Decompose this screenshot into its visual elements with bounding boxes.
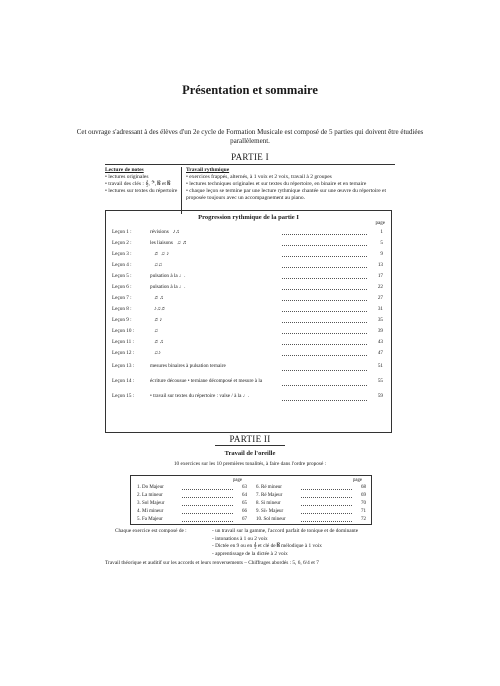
lesson-row [112,337,387,348]
lesson-page: 13 [377,262,383,268]
lesson-row [112,359,387,374]
lesson-row [112,374,387,389]
lesson-description: pulsation à la ♩. [150,273,186,279]
lesson-page: 22 [377,284,383,290]
tonalities-box [130,475,372,525]
lesson-row [112,271,387,282]
notes-reading-heading: Lecture de notes [105,167,144,173]
exercise-composition [115,528,415,558]
rhythm-notation-icon: ♪♫ [172,229,180,235]
tonality-page: 72 [361,517,366,522]
lesson-page: 5 [380,240,383,246]
lesson-page: 27 [377,295,383,301]
lesson-row [112,238,387,249]
lesson-row [112,282,387,293]
lesson-label: Leçon 6 : [112,284,132,290]
tonality-row [256,484,366,492]
tonality-name: Sol Majeur [142,501,165,506]
leader-dots [282,385,367,386]
part1-heading: PARTIE I [231,152,269,162]
lesson-row [112,227,387,238]
lesson-label: Leçon 5 : [112,273,132,279]
leader-dots [282,289,367,290]
tonality-name: Sol mineur [263,517,286,522]
lesson-list [112,227,387,404]
tonality-number: 4. [137,509,142,514]
lesson-description: les liaisons [150,240,173,246]
part1-rule [105,164,395,165]
tonality-row [256,516,366,524]
tonality-number: 7. [256,493,261,498]
leader-dots [301,521,352,522]
tonality-row [256,492,366,500]
tonality-name: Mi mineur [142,509,164,514]
leader-dots [282,355,367,356]
leader-dots [282,300,367,301]
leader-dots [282,278,367,279]
tonality-number: 8. [256,501,261,506]
tonality-row [137,516,247,524]
lesson-label: Leçon 12 : [112,350,135,356]
rhythm-work-item: • exercices frappés, alternés, à 1 voix et 2 voix, travail à 2 groupes [186,174,332,180]
tonality-page: 71 [361,509,366,514]
column-divider [181,167,182,214]
leader-dots [282,400,367,401]
part2-heading: PARTIE II [229,434,271,444]
lesson-label: Leçon 14 : [112,378,135,384]
page-title: Présentation et sommaire [182,83,318,97]
leader-dots [282,245,367,246]
lesson-page: 51 [377,363,383,369]
lesson-label: Leçon 15 : [112,393,135,399]
tonality-row [256,500,366,508]
rhythm-notation-icon: ♬♫ [154,339,164,345]
tonality-page: 63 [242,485,247,490]
page-column-header: page [375,221,385,226]
rhythm-work-item: • chaque leçon se termine par une lecture rythmique chantée sur une œuvre du répertoire et proposée toujours avec un accompagnement au piano. [186,188,386,201]
lesson-page: 1 [380,229,383,235]
rhythm-notation-icon: ♫ ♬ [176,240,188,246]
lesson-row [112,326,387,337]
lesson-description: pulsation à la ♩. [150,284,186,290]
exercise-item: - apprentissage de la dictée à 2 voix [212,550,288,557]
tonality-number: 2. [137,493,142,498]
page-column-header: page [353,478,363,483]
lesson-description: révisions [150,229,169,235]
leader-dots [301,489,352,490]
tonality-number: 3. [137,501,142,506]
rhythm-notation-icon: ♫♫ [154,262,163,268]
tonality-row [256,508,366,516]
tonality-row [137,492,247,500]
tonality-number: 9. [256,509,261,514]
rhythm-work-column [186,167,396,202]
leader-dots [182,497,233,498]
lesson-row [112,389,387,404]
rhythm-notation-icon: ♫♪ [154,350,161,356]
leader-dots [301,513,352,514]
leader-dots [282,333,367,334]
tonality-page: 70 [361,501,366,506]
tonality-row [137,484,247,492]
leader-dots [282,234,367,235]
theory-work-line: Travail théorique et auditif sur les accords et leurs renversements – Chiffrages abordés : 5, 6, 6/4 et 7 [105,560,319,566]
lesson-row [112,293,387,304]
tonality-page: 67 [242,517,247,522]
lesson-label: Leçon 3 : [112,251,132,257]
lesson-description: mesures binaires à pulsation ternaire [150,363,226,369]
lesson-description: • travail sur textes du répertoire : valse / à la ♩. [150,393,250,399]
lesson-page: 47 [377,350,383,356]
notes-reading-item: • travail des clés : 𝄞, 𝄢, 𝄡 et 𝄡 [105,181,171,187]
leader-dots [282,370,367,371]
rhythm-work-heading: Travail rythmique [186,167,230,173]
lesson-row [112,315,387,326]
tonality-number: 6. [256,485,261,490]
lesson-label: Leçon 4 : [112,262,132,268]
leader-dots [282,322,367,323]
lesson-label: Leçon 11 : [112,339,134,345]
exercise-item: - Dictée en 9 ou en 𝄞 et clé de 𝄡 mélodique à 1 voix [212,543,322,549]
tonality-name: Ré Majeur [261,493,283,498]
notes-reading-item: • lectures originales [105,174,149,180]
lesson-row [112,260,387,271]
tonality-page: 69 [361,493,366,498]
lesson-label: Leçon 10 : [112,328,135,334]
lesson-page: 17 [377,273,383,279]
tonality-row [137,500,247,508]
leader-dots [182,521,233,522]
tonality-name: Si mineur [261,501,281,506]
tonality-page: 65 [242,501,247,506]
lesson-label: Leçon 13 : [112,363,135,369]
tonality-name: Fa Majeur [142,517,163,522]
lesson-label: Leçon 2 : [112,240,132,246]
lesson-page: 35 [377,317,383,323]
lesson-row [112,348,387,359]
part2-subtitle: Travail de l'oreille [224,450,276,457]
leader-dots [282,344,367,345]
tonality-row [137,508,247,516]
lesson-page: 43 [377,339,383,345]
lesson-page: 39 [377,328,383,334]
rhythm-notation-icon: ♬♪ [154,317,163,323]
lesson-page: 55 [377,378,383,384]
notes-reading-column [105,167,181,195]
lesson-page: 59 [377,393,383,399]
lesson-page: 9 [380,251,383,257]
leader-dots [282,256,367,257]
leader-dots [301,497,352,498]
exercise-lead: Chaque exercice est composé de : [115,528,187,534]
tonality-number: 5. [137,517,142,522]
tonality-number: 1. [137,485,142,490]
lesson-label: Leçon 1 : [112,229,132,235]
rhythm-notation-icon: ♬♫ [154,295,164,301]
rhythm-notation-icon: ♫ [154,328,159,334]
tonalities-left-list [137,484,247,524]
leader-dots [282,311,367,312]
tonality-name: Ré mineur [261,485,282,490]
notes-reading-item: • lectures sur textes du répertoire [105,188,178,194]
lesson-row [112,249,387,260]
tonality-name: Do Majeur [142,485,164,490]
part2-note: 10 exercices sur les 10 premières tonalités, à faire dans l'ordre proposé : [173,461,327,467]
rhythm-work-item: • lectures techniques originales et sur textes du répertoire, en binaire et en ternaire [186,181,367,187]
leader-dots [301,505,352,506]
page-column-header: page [233,478,243,483]
rhythm-progression-box [105,210,392,433]
progression-title: Progression rythmique de la partie I [198,214,299,221]
exercise-item: - un travail sur la gamme, l'accord parfait de tonique et de dominante [212,528,359,534]
leader-dots [182,513,233,514]
rhythm-notation-icon: ♬ ♫ ♪ [154,251,170,257]
lesson-description: écriture décousue • terniane décomposé et mesure à la [150,378,263,384]
tonalities-right-list [256,484,366,524]
tonality-number: 10. [256,517,264,522]
tonality-name: Si♭ Majeur [261,509,284,514]
lesson-row [112,304,387,315]
part2-rule [215,445,285,446]
exercise-item: - intonations à 1 ou 2 voix [212,535,268,542]
lesson-label: Leçon 7 : [112,295,132,301]
intro-paragraph: Cet ouvrage s'adressant à des élèves d'un 2e cycle de Formation Musicale est composé de 5 parties qui doivent être étudiées parallèlement. [76,128,424,145]
leader-dots [182,489,233,490]
lesson-label: Leçon 9 : [112,317,132,323]
tonality-page: 64 [242,493,247,498]
tonality-page: 66 [242,509,247,514]
tonality-page: 68 [361,485,366,490]
leader-dots [182,505,233,506]
tonality-name: La mineur [142,493,163,498]
lesson-page: 31 [377,306,383,312]
leader-dots [282,267,367,268]
rhythm-notation-icon: ♪♫♬ [154,306,167,312]
lesson-label: Leçon 8 : [112,306,132,312]
